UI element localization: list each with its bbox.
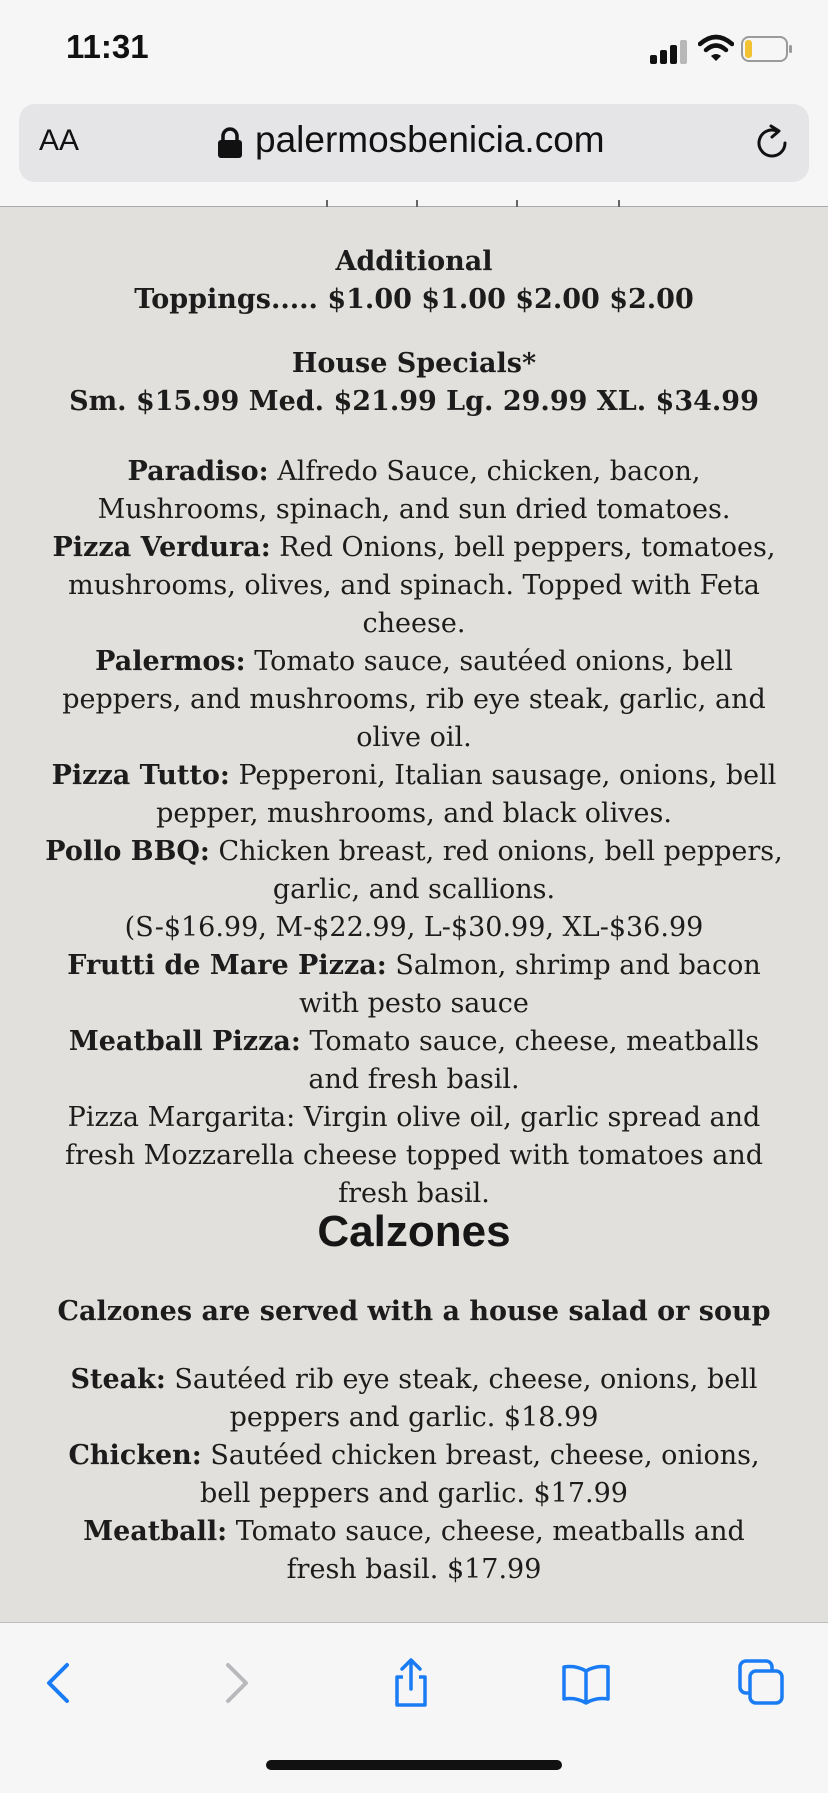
item-name: Steak: xyxy=(70,1364,166,1395)
status-bar xyxy=(0,0,828,100)
list-item xyxy=(40,909,788,947)
list-item xyxy=(40,833,788,909)
list-item xyxy=(50,1513,778,1589)
item-desc: Tomato sauce, cheese, meatballs and fresh basil. $17.99 xyxy=(235,1516,745,1585)
item-desc: Sautéed rib eye steak, cheese, onions, bell peppers and garlic. $18.99 xyxy=(174,1364,758,1433)
reload-icon[interactable] xyxy=(753,124,791,162)
home-indicator[interactable] xyxy=(266,1760,562,1770)
item-name: Pollo BBQ: xyxy=(45,836,210,867)
calzones-note: Calzones are served with a house salad or soup xyxy=(57,1296,771,1327)
bookmarks-icon[interactable] xyxy=(560,1657,612,1709)
item-name: Paradiso: xyxy=(127,456,269,487)
list-item xyxy=(40,529,788,643)
list-item xyxy=(40,757,788,833)
tabs-icon[interactable] xyxy=(736,1657,788,1709)
item-desc: (S-$16.99, M-$22.99, L-$30.99, XL-$36.99 xyxy=(124,912,704,943)
item-desc: Tomato sauce, cheese, meatballs and fresh basil. xyxy=(308,1026,760,1095)
list-item xyxy=(40,1023,788,1099)
reader-settings-button[interactable] xyxy=(39,124,79,158)
calzone-list xyxy=(50,1361,778,1589)
item-desc: Salmon, shrimp and bacon with pesto sauce xyxy=(299,950,761,1019)
wifi-icon xyxy=(698,34,734,62)
pizza-list xyxy=(40,453,788,1213)
list-item xyxy=(40,1099,788,1213)
list-item xyxy=(40,947,788,1023)
item-desc: Sautéed chicken breast, cheese, onions, bell peppers and garlic. $17.99 xyxy=(200,1440,760,1509)
cellular-signal-icon xyxy=(650,38,690,64)
item-desc: Red Onions, bell peppers, tomatoes, mushrooms, olives, and spinach. Topped with Feta cheese. xyxy=(68,532,776,639)
item-name: Chicken: xyxy=(68,1440,202,1471)
house-specials xyxy=(0,345,828,421)
address-bar[interactable] xyxy=(19,104,809,182)
browser-address-area xyxy=(0,100,828,207)
forward-icon[interactable] xyxy=(210,1657,262,1709)
item-desc: Alfredo Sauce, chicken, bacon, Mushrooms, spinach, and sun dried tomatoes. xyxy=(97,456,731,525)
additional-toppings xyxy=(0,243,828,319)
menu-content xyxy=(0,207,828,1622)
item-desc: Pepperoni, Italian sausage, onions, bell pepper, mushrooms, and black olives. xyxy=(156,760,777,829)
item-name: Palermos: xyxy=(95,646,246,677)
lock-icon xyxy=(217,127,243,159)
reader-settings-label: AA xyxy=(39,124,80,157)
item-desc: Tomato sauce, sautéed onions, bell peppers, and mushrooms, rib eye steak, garlic, and olive oil. xyxy=(62,646,766,753)
item-name: Meatball Pizza: xyxy=(68,1026,301,1057)
toppings-prices: Toppings..... $1.00 $1.00 $2.00 $2.00 xyxy=(134,284,694,315)
item-name: Pizza Verdura: xyxy=(52,532,271,563)
list-item xyxy=(50,1361,778,1437)
toppings-title: Additional xyxy=(335,246,493,277)
list-item xyxy=(40,643,788,757)
item-desc: Pizza Margarita: Virgin olive oil, garlic spread and fresh Mozzarella cheese topped with tomatoes and fresh basil. xyxy=(64,1102,764,1209)
item-name: Frutti de Mare Pizza: xyxy=(67,950,387,981)
list-item xyxy=(40,453,788,529)
list-item xyxy=(50,1437,778,1513)
item-name: Pizza Tutto: xyxy=(51,760,230,791)
house-specials-title: House Specials* xyxy=(291,348,537,379)
item-desc: Chicken breast, red onions, bell peppers, garlic, and scallions. xyxy=(218,836,783,905)
back-icon[interactable] xyxy=(33,1657,85,1709)
calzones-heading: Calzones xyxy=(317,1207,511,1256)
item-name: Meatball: xyxy=(83,1516,228,1547)
share-icon[interactable] xyxy=(385,1657,437,1709)
battery-icon xyxy=(741,36,793,62)
status-time: 11:31 xyxy=(66,28,149,65)
url-text[interactable]: palermosbenicia.com xyxy=(255,119,605,160)
house-specials-prices: Sm. $15.99 Med. $21.99 Lg. 29.99 XL. $34.99 xyxy=(69,386,759,417)
